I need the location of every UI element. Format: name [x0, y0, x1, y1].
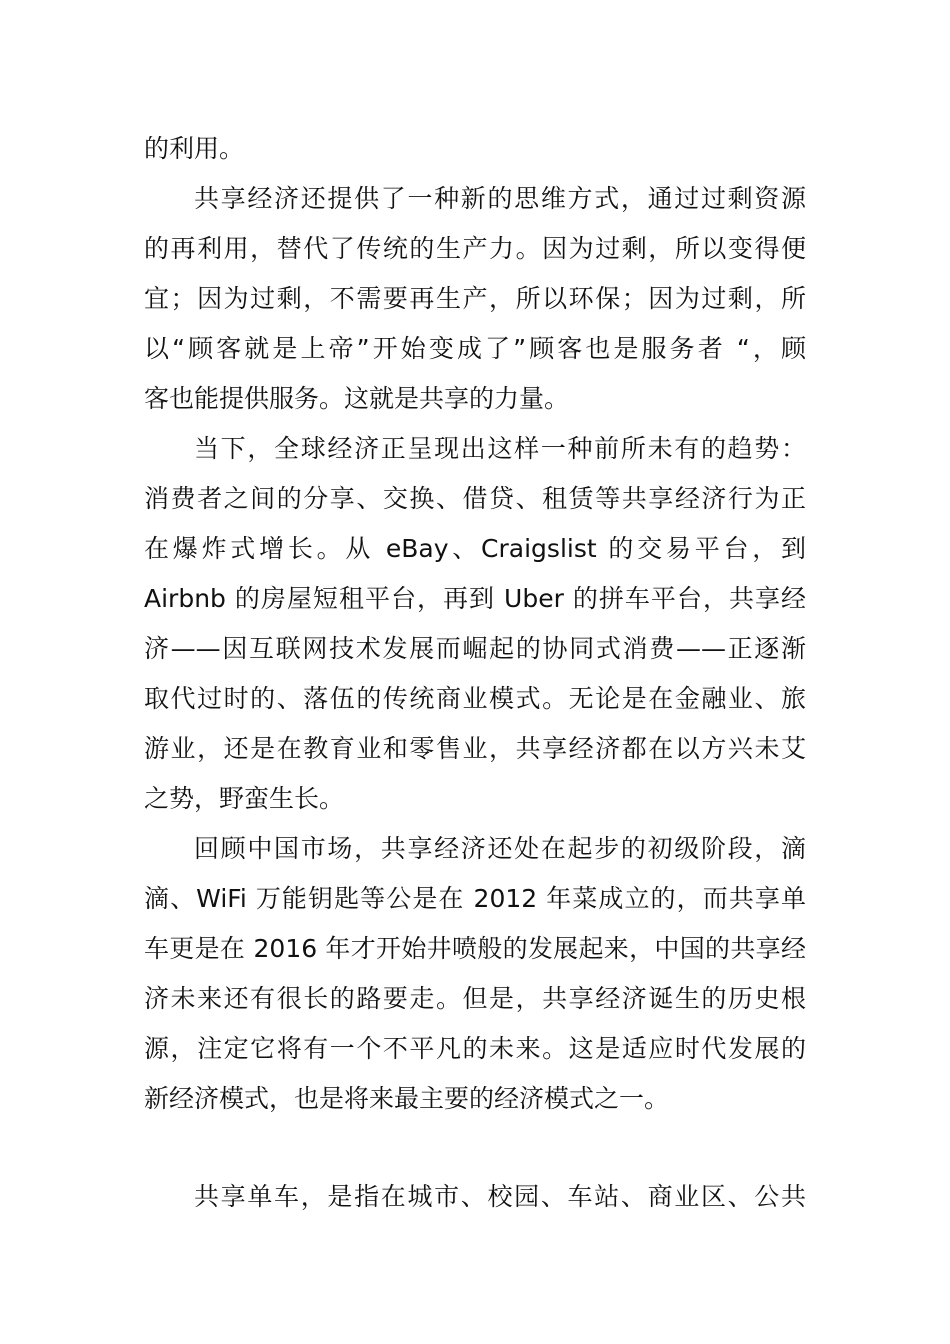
paragraph-line: 之势，野蛮生长。 [144, 784, 345, 813]
paragraph-line: 游业，还是在教育业和零售业，共享经济都在以方兴未艾 [144, 734, 806, 763]
paragraph-line: 滴、WiFi 万能钥匙等公是在 2012 年菜成立的，而共享单 [144, 884, 806, 913]
paragraph-global-trend [144, 424, 806, 824]
paragraph-line: 济——因互联网技术发展而崛起的协同式消费——正逐渐 [144, 634, 806, 663]
paragraph-shared-bikes [144, 1172, 806, 1222]
paragraph-line: 源，注定它将有一个不平凡的未来。这是适应时代发展的 [144, 1034, 806, 1063]
paragraph-line: Airbnb 的房屋短租平台，再到 Uber 的拼车平台，共享经 [144, 584, 806, 613]
paragraph-line: 当下，全球经济正呈现出这样一种前所未有的趋势： [194, 434, 806, 463]
paragraph-line: 在爆炸式增长。从 eBay、Craigslist 的交易平台，到 [144, 534, 806, 563]
paragraph-line: 车更是在 2016 年才开始井喷般的发展起来，中国的共享经 [144, 934, 806, 963]
paragraph-line: 取代过时的、落伍的传统商业模式。无论是在金融业、旅 [144, 684, 806, 713]
paragraph-line: 共享单车，是指在城市、校园、车站、商业区、公共 [194, 1182, 806, 1211]
paragraph-line: 宜；因为过剩，不需要再生产，所以环保；因为过剩，所 [144, 284, 806, 313]
paragraph-line: 消费者之间的分享、交换、借贷、租赁等共享经济行为正 [144, 484, 806, 513]
paragraph-line: 新经济模式，也是将来最主要的经济模式之一。 [144, 1084, 670, 1113]
paragraph-continuation [144, 124, 806, 174]
paragraph-line: 回顾中国市场，共享经济还处在起步的初级阶段，滴 [194, 834, 806, 863]
paragraph-sharing-mindset [144, 174, 806, 424]
paragraph-line: 的再利用，替代了传统的生产力。因为过剩，所以变得便 [144, 234, 806, 263]
paragraph-line: 的利用。 [144, 134, 245, 163]
paragraph-line: 济未来还有很长的路要走。但是，共享经济诞生的历史根 [144, 984, 806, 1013]
paragraph-line: 客也能提供服务。这就是共享的力量。 [144, 384, 570, 413]
paragraph-china-market [144, 824, 806, 1124]
paragraph-line: 共享经济还提供了一种新的思维方式，通过过剩资源 [194, 184, 806, 213]
paragraph-line: 以“顾客就是上帝”开始变成了”顾客也是服务者 “，顾 [144, 334, 806, 363]
